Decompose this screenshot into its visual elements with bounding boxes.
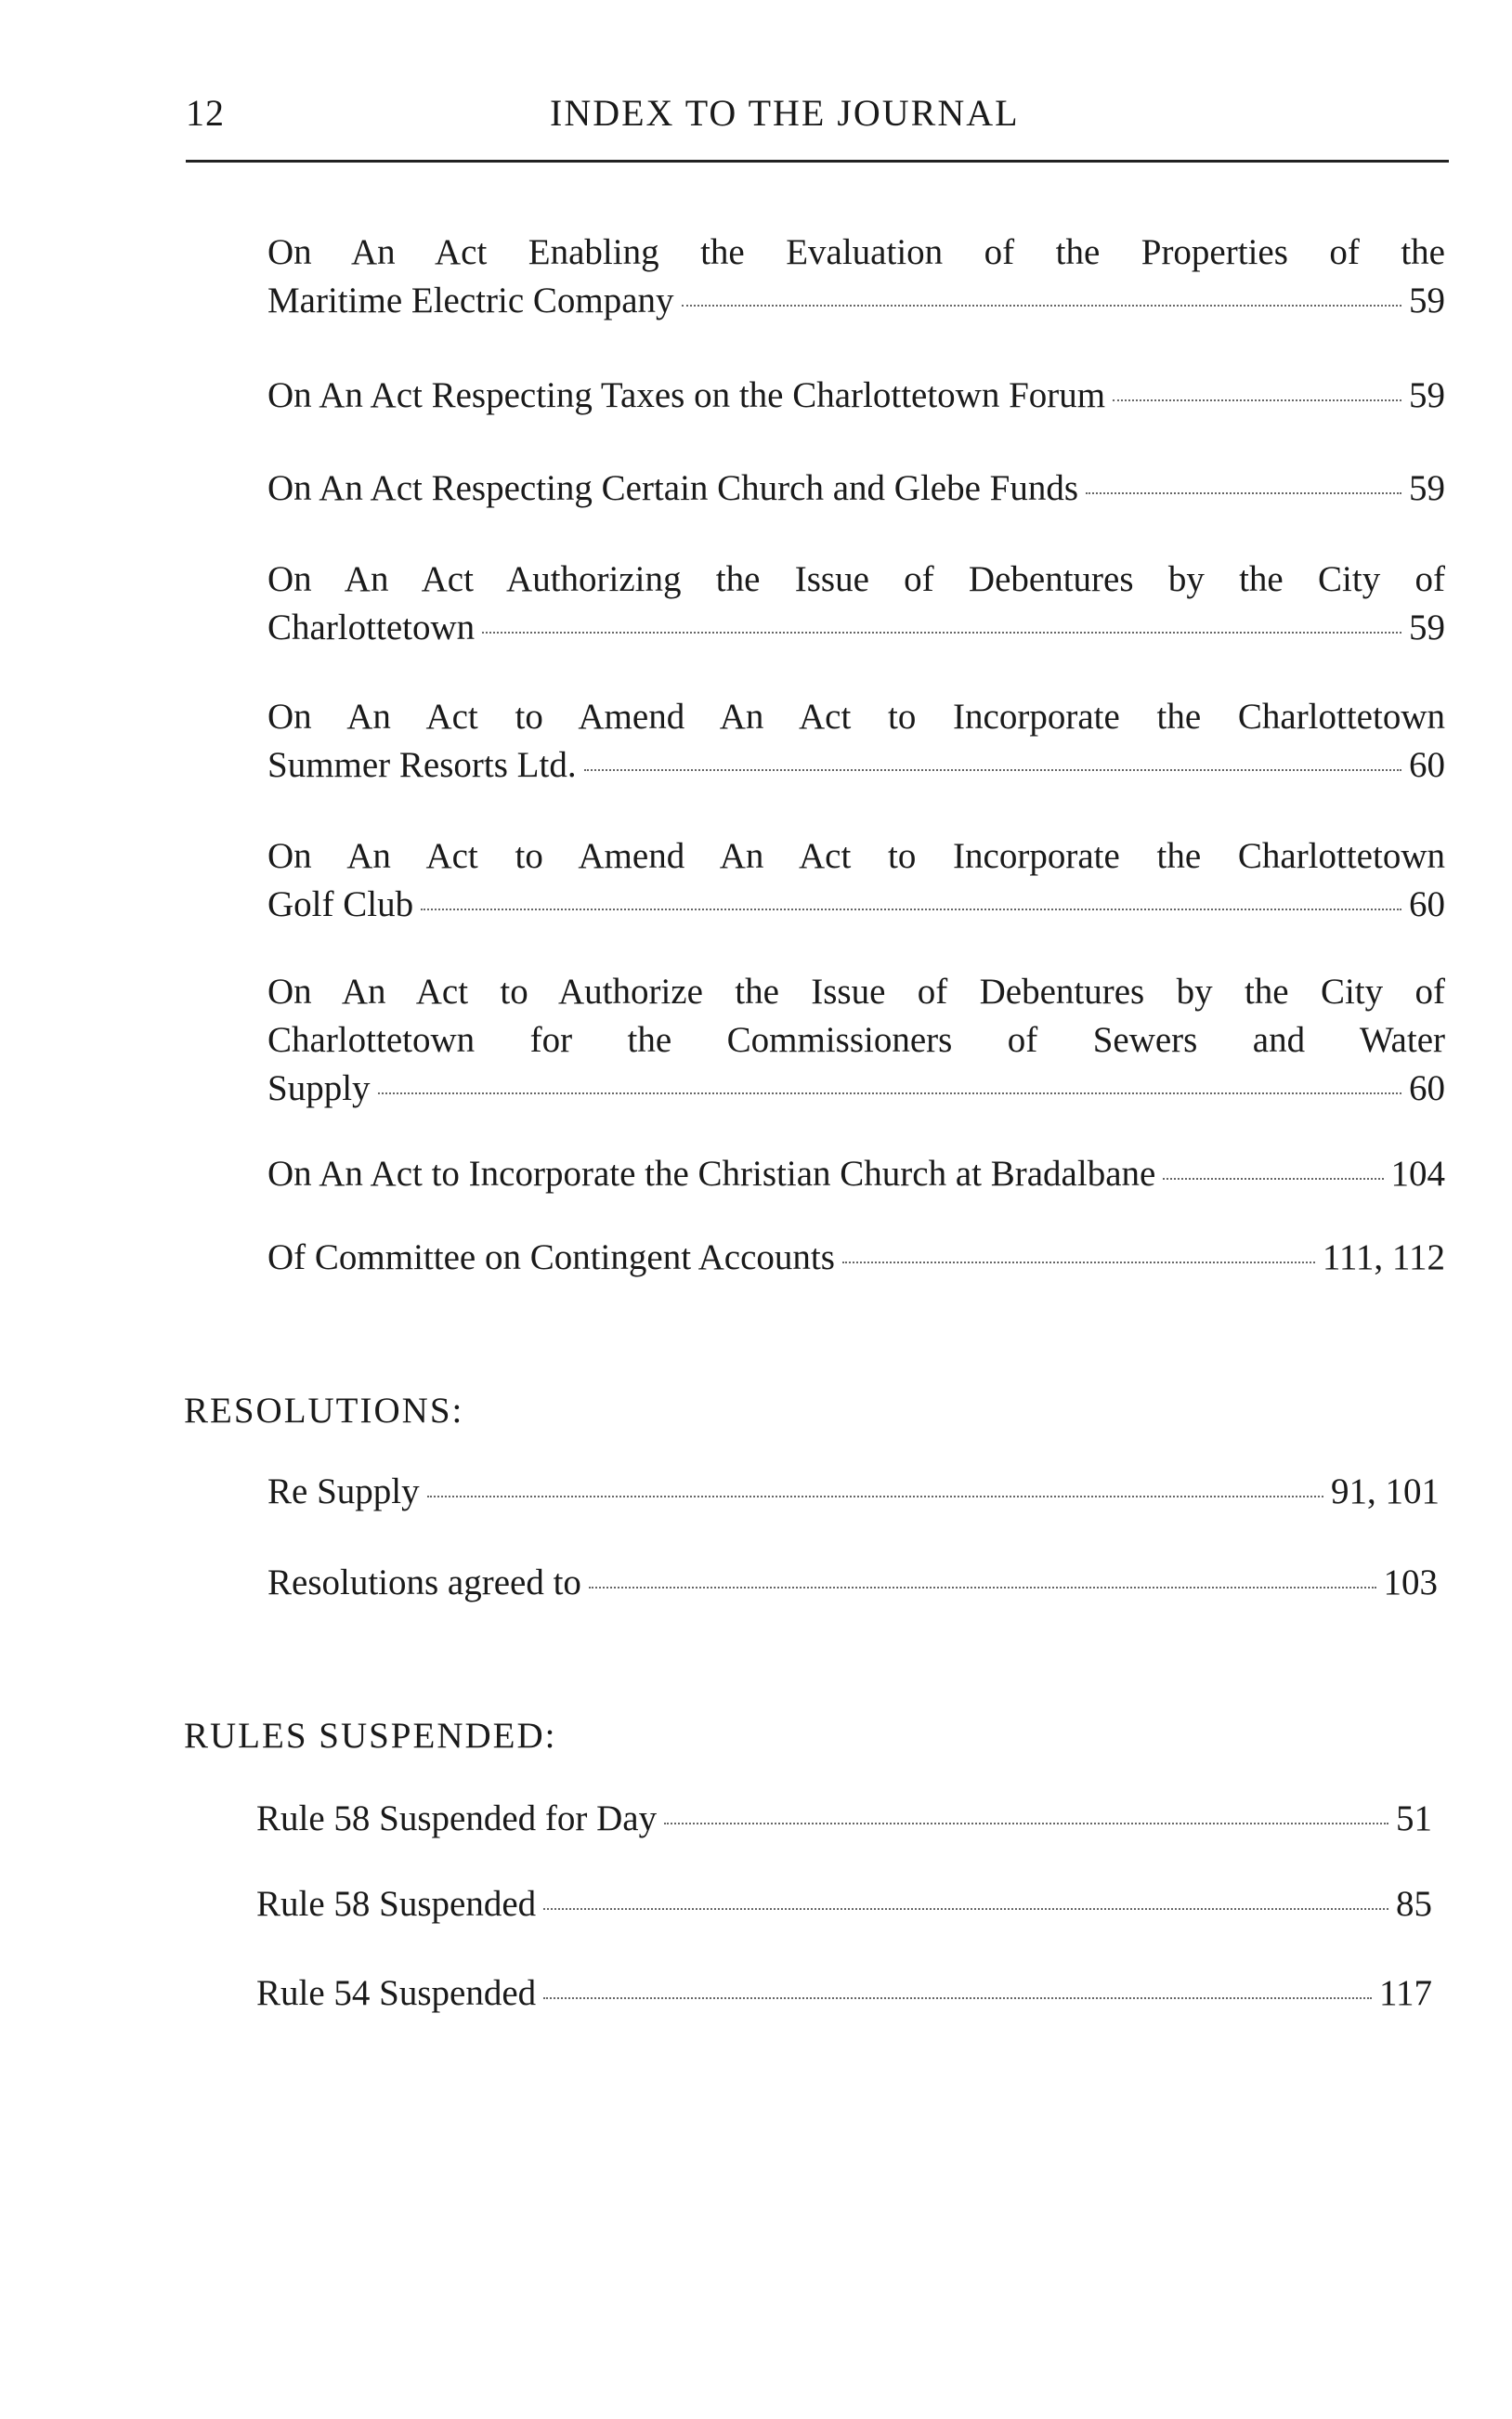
page-reference: 59 [1409, 468, 1445, 508]
entry-text: Rule 54 Suspended [256, 1973, 537, 2013]
index-entry [267, 693, 1445, 790]
entry-last-line [256, 1880, 1432, 1929]
page-reference: 103 [1383, 1563, 1438, 1602]
entry-last-line [267, 372, 1445, 420]
page-reference: 59 [1409, 375, 1445, 415]
entry-text: On An Act Enabling the Evaluation of the Properties of the [267, 232, 1445, 272]
index-entry [267, 464, 1445, 513]
entry-text: On An Act to Amend An Act to Incorporate the Charlottetown [267, 836, 1445, 876]
entry-last-line [267, 464, 1445, 513]
dot-leader [543, 1997, 1372, 1999]
entry-text: Charlottetown for the Commissioners of Sewers and Water [267, 1020, 1445, 1060]
dot-leader [421, 909, 1401, 910]
entry-last-line [267, 1559, 1438, 1607]
index-entry [267, 832, 1445, 929]
dot-leader [842, 1262, 1315, 1263]
entry-text: Golf Club [267, 884, 414, 924]
page-reference: 85 [1396, 1884, 1432, 1924]
index-entry [267, 968, 1445, 1113]
dot-leader [543, 1908, 1388, 1910]
entry-text: Of Committee on Contingent Accounts [267, 1237, 835, 1277]
dot-leader [482, 632, 1401, 634]
page-reference: 59 [1409, 281, 1445, 320]
entry-last-line [267, 277, 1445, 325]
entry-last-line [267, 881, 1445, 929]
index-entry [256, 1795, 1432, 1843]
dot-leader [664, 1823, 1388, 1824]
dot-leader [1113, 399, 1401, 401]
entry-text: Rule 58 Suspended for Day [256, 1798, 658, 1838]
entry-text: On An Act Authorizing the Issue of Debentures by the City of [267, 559, 1445, 599]
index-entry [256, 1880, 1432, 1929]
page-reference: 104 [1390, 1154, 1445, 1194]
dot-leader [427, 1496, 1323, 1497]
running-title: INDEX TO THE JOURNAL [550, 92, 1020, 134]
index-entry [267, 1468, 1440, 1516]
dot-leader [584, 769, 1401, 771]
section-heading-resolutions: RESOLUTIONS: [184, 1391, 464, 1431]
entry-last-line [267, 1468, 1440, 1516]
page-number: 12 [186, 92, 225, 134]
entry-text: Rule 58 Suspended [256, 1884, 537, 1924]
page-reference: 111, 112 [1322, 1237, 1445, 1277]
page-reference: 91, 101 [1331, 1471, 1440, 1511]
entry-text: On An Act Respecting Taxes on the Charlottetown Forum [267, 375, 1106, 415]
index-entry [267, 372, 1445, 420]
entry-text: On An Act Respecting Certain Church and Glebe Funds [267, 468, 1079, 508]
entry-last-line [256, 1969, 1432, 2018]
index-entry [267, 1150, 1445, 1198]
dot-leader [378, 1092, 1401, 1094]
entry-last-line [267, 1065, 1445, 1113]
entry-last-line [267, 741, 1445, 790]
entry-last-line [267, 604, 1445, 652]
entry-text: Charlottetown [267, 608, 476, 647]
index-entry [256, 1969, 1432, 2018]
entry-last-line [256, 1795, 1432, 1843]
entry-last-line [267, 1234, 1445, 1282]
page-reference: 60 [1409, 884, 1445, 924]
page-reference: 51 [1396, 1798, 1432, 1838]
section-heading-rules-suspended: RULES SUSPENDED: [184, 1716, 557, 1756]
dot-leader [1163, 1178, 1383, 1180]
page-reference: 117 [1378, 1973, 1432, 2013]
entry-last-line [267, 1150, 1445, 1198]
entry-text: Resolutions agreed to [267, 1563, 581, 1602]
entry-line [267, 556, 1445, 604]
entry-text: Supply [267, 1068, 371, 1108]
entry-line [267, 832, 1445, 881]
entry-line [267, 1016, 1445, 1065]
dot-leader [589, 1587, 1376, 1589]
entry-text: On An Act to Incorporate the Christian Church at Bradalbane [267, 1154, 1156, 1194]
entry-text: Maritime Electric Company [267, 281, 674, 320]
entry-text: Summer Resorts Ltd. [267, 745, 577, 785]
page-reference: 59 [1409, 608, 1445, 647]
entry-line [267, 229, 1445, 277]
dot-leader [1086, 492, 1401, 494]
entry-text: Re Supply [267, 1471, 420, 1511]
entry-line [267, 693, 1445, 741]
index-entry [267, 1234, 1445, 1282]
page-reference: 60 [1409, 1068, 1445, 1108]
entry-text: On An Act to Authorize the Issue of Debentures by the City of [267, 972, 1445, 1012]
dot-leader [682, 305, 1401, 307]
entry-line [267, 968, 1445, 1016]
header-rule [186, 160, 1449, 163]
entry-text: On An Act to Amend An Act to Incorporate the Charlottetown [267, 697, 1445, 737]
page-reference: 60 [1409, 745, 1445, 785]
index-entry [267, 556, 1445, 652]
index-entry [267, 229, 1445, 325]
index-entry [267, 1559, 1438, 1607]
running-head [186, 91, 1449, 147]
